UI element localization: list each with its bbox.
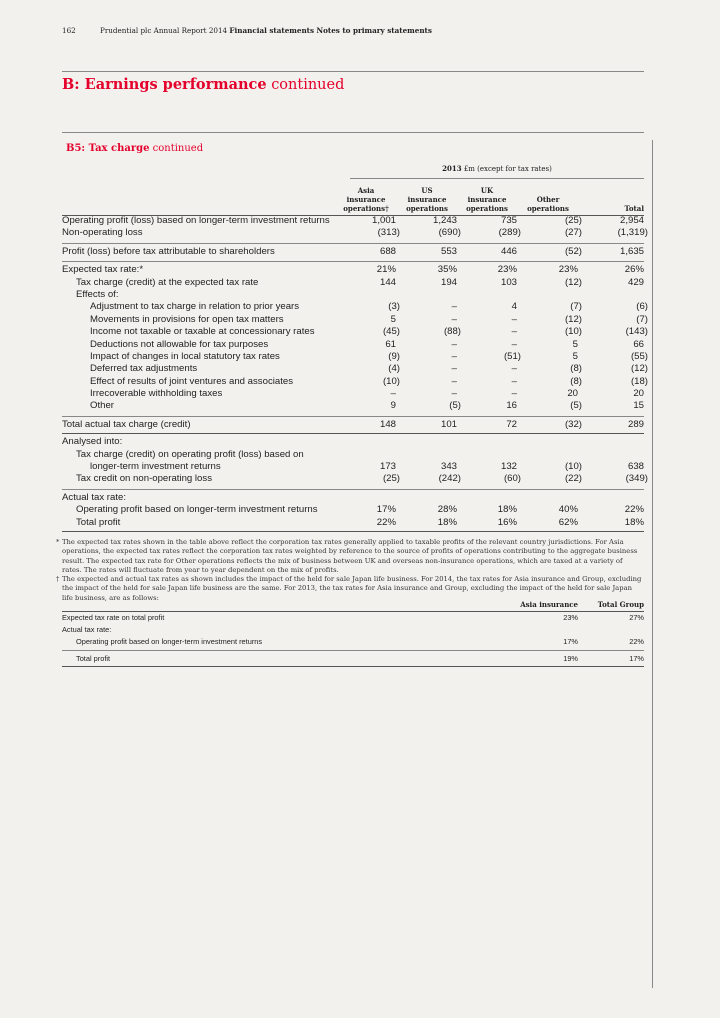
cell-value: (12) xyxy=(564,313,582,325)
cell-value: 4 xyxy=(511,301,517,313)
section-rule xyxy=(62,132,644,133)
column-header xyxy=(336,186,396,213)
table-row xyxy=(62,388,644,400)
column-headers xyxy=(62,182,644,215)
cell-value: 35% xyxy=(437,264,457,276)
subtable-column-header: Asia insurance xyxy=(520,600,578,609)
subtable-body xyxy=(62,612,644,667)
table-row xyxy=(62,363,648,375)
cell-value: 194 xyxy=(440,276,457,288)
row-label: Operating profit based on longer-term investment returns xyxy=(76,504,318,516)
cell-value: 23% xyxy=(558,264,578,276)
subtable-row xyxy=(62,653,644,665)
cell-value: 1,001 xyxy=(371,215,396,226)
table-row xyxy=(62,227,648,239)
table-row xyxy=(62,473,648,485)
row-label: Analysed into: xyxy=(62,436,123,448)
row-label: Total profit xyxy=(76,516,121,528)
cell-value: (242) xyxy=(438,473,461,485)
cell-value: (8) xyxy=(570,375,582,387)
cell-value: 103 xyxy=(500,276,517,288)
cell-value: – xyxy=(511,375,517,387)
cell-value: 148 xyxy=(379,418,396,430)
column-header-line: UK xyxy=(480,186,494,195)
cell-value: (4) xyxy=(388,363,400,375)
cell-value: – xyxy=(511,313,517,325)
cell-value: 19% xyxy=(563,654,578,663)
cell-value: (12) xyxy=(564,276,582,288)
cell-value: (10) xyxy=(382,375,400,387)
table-year: 2013 xyxy=(442,164,462,173)
cell-value: (3) xyxy=(388,301,400,313)
cell-value: 22% xyxy=(624,504,644,516)
cell-value: (143) xyxy=(625,326,648,338)
row-label: Non-operating loss xyxy=(62,227,143,239)
table-row xyxy=(62,246,644,258)
cell-value: (88) xyxy=(443,326,461,338)
table-unit: £m (except for tax rates) xyxy=(463,165,552,173)
row-label: Deferred tax adjustments xyxy=(90,363,198,375)
cell-value: 16% xyxy=(497,516,517,528)
cell-value: (55) xyxy=(630,350,648,362)
cell-value: (25) xyxy=(564,215,582,226)
row-label: Actual tax rate: xyxy=(62,491,126,503)
cell-value: 735 xyxy=(500,215,517,226)
row-label: longer-term investment returns xyxy=(90,461,221,473)
right-margin-rule xyxy=(652,140,653,988)
cell-value: 40% xyxy=(558,504,578,516)
cell-value: 553 xyxy=(440,245,457,257)
cell-value: 22% xyxy=(376,516,396,528)
table-row xyxy=(62,350,648,363)
cell-value: (25) xyxy=(382,473,400,485)
title-rule xyxy=(62,71,644,72)
cell-value: 23% xyxy=(497,264,517,276)
cell-value: 27% xyxy=(629,613,644,622)
cell-value: 23% xyxy=(563,613,578,622)
table-row xyxy=(62,517,644,529)
row-label: Tax charge (credit) at the expected tax rate xyxy=(76,276,259,288)
column-header-line: operations xyxy=(406,204,448,213)
cell-value: 61 xyxy=(385,338,396,350)
row-label: Adjustment to tax charge in relation to prior years xyxy=(90,301,300,313)
cell-value: 18% xyxy=(497,504,517,516)
cell-value: 62% xyxy=(558,516,578,528)
cell-value: (313) xyxy=(377,227,400,239)
table-row xyxy=(62,400,644,412)
cell-value: – xyxy=(451,375,457,387)
cell-value: 18% xyxy=(624,516,644,528)
row-label: Tax charge (credit) on operating profit (loss) based on xyxy=(76,448,304,460)
row-label: Irrecoverable withholding taxes xyxy=(90,388,223,400)
cell-value: 20 xyxy=(633,388,644,400)
column-header xyxy=(397,186,457,213)
cell-value: – xyxy=(511,338,517,350)
row-label: Profit (loss) before tax attributable to shareholders xyxy=(62,245,275,257)
japan-adjusted-rates-table xyxy=(62,598,644,667)
cell-value: 144 xyxy=(379,276,396,288)
cell-value: 66 xyxy=(633,338,644,350)
cell-value: 20 xyxy=(567,388,578,400)
subtable-row xyxy=(62,636,644,648)
cell-value: (52) xyxy=(564,245,582,257)
cell-value: – xyxy=(451,363,457,375)
cell-value: (8) xyxy=(570,363,582,375)
cell-value: 72 xyxy=(506,418,517,430)
column-header-line: Asia xyxy=(357,186,375,195)
section-name: Financial statements Notes to primary statements xyxy=(229,26,432,35)
cell-value: (10) xyxy=(564,461,582,473)
cell-value: – xyxy=(390,388,396,400)
table-row xyxy=(62,492,644,504)
table-row xyxy=(62,215,644,227)
table-row xyxy=(62,375,648,388)
cell-value: 26% xyxy=(624,264,644,276)
column-header xyxy=(457,186,517,213)
column-header xyxy=(584,204,644,213)
cell-value: – xyxy=(451,350,457,362)
cell-value: (5) xyxy=(449,400,461,412)
cell-value: 446 xyxy=(500,245,517,257)
column-header-line: operations xyxy=(527,204,569,213)
row-label: Tax credit on non-operating loss xyxy=(76,473,212,485)
cell-value: – xyxy=(451,338,457,350)
column-header-line: insurance xyxy=(407,195,447,204)
table-row xyxy=(62,504,644,516)
table-row xyxy=(62,461,644,473)
page-title xyxy=(62,76,344,93)
subtable-row xyxy=(62,624,644,636)
table-row xyxy=(62,301,648,313)
year-header xyxy=(62,164,644,178)
page-title-continued: continued xyxy=(271,77,345,93)
column-header-line: Total xyxy=(624,204,644,213)
cell-value: 17% xyxy=(629,654,644,663)
column-header-line: US xyxy=(421,186,433,195)
footnote-mark: * xyxy=(56,538,60,546)
table-row xyxy=(62,419,644,431)
section-title xyxy=(66,143,203,154)
cell-value: 688 xyxy=(379,245,396,257)
cell-value: 289 xyxy=(627,418,644,430)
column-header-line: operations† xyxy=(343,204,389,213)
cell-value: – xyxy=(451,388,457,400)
table-row xyxy=(62,326,648,338)
cell-value: (22) xyxy=(564,473,582,485)
row-label: Operating profit (loss) based on longer-term investment returns xyxy=(62,215,330,226)
page-number: 162 xyxy=(62,26,76,35)
cell-value: 343 xyxy=(440,461,457,473)
table-body xyxy=(62,215,648,534)
cell-value: – xyxy=(451,301,457,313)
column-header xyxy=(518,195,578,213)
cell-value: 22% xyxy=(629,637,644,646)
column-header-line: insurance xyxy=(346,195,386,204)
column-header-line: insurance xyxy=(467,195,507,204)
subtable-column-header: Total Group xyxy=(597,600,644,609)
cell-value: – xyxy=(511,326,517,338)
row-label: Movements in provisions for open tax matters xyxy=(90,313,284,325)
section-title-continued: continued xyxy=(152,143,204,154)
row-label: Total profit xyxy=(76,654,111,663)
footnote-text: The expected tax rates shown in the table above reflect the corporation tax rates generally applied to taxable profits of the relevant country jurisdictions. For Asia operations, the expected tax rates reflect the corporation tax rates weighted by reference to the source of profits of operations contributing to the aggregate business result. The expected tax rate for Other operations reflects the mix of business between UK and overseas non-insurance operations, which are taxed at a variety of rates. The rates will fluctuate from year to year dependent on the mix of profits. xyxy=(62,538,638,574)
cell-value: (51) xyxy=(503,350,521,362)
footnote xyxy=(56,538,644,575)
cell-value: 429 xyxy=(627,276,644,288)
cell-value: (10) xyxy=(564,326,582,338)
table-row xyxy=(62,449,644,461)
cell-value: 132 xyxy=(500,461,517,473)
cell-value: 16 xyxy=(506,400,517,412)
cell-value: (18) xyxy=(630,375,648,387)
running-header xyxy=(62,26,432,35)
cell-value: 101 xyxy=(440,418,457,430)
cell-value: 5 xyxy=(390,313,396,325)
cell-value: 9 xyxy=(390,400,396,412)
cell-value: (1,319) xyxy=(617,227,648,239)
cell-value: (45) xyxy=(382,326,400,338)
section-title-main: B5: Tax charge xyxy=(66,143,150,154)
row-label: Income not taxable or taxable at concessionary rates xyxy=(90,326,315,338)
subtable-row xyxy=(62,612,644,624)
cell-value: 5 xyxy=(572,338,578,350)
cell-value: (349) xyxy=(625,473,648,485)
table-row xyxy=(62,289,644,301)
row-label: Effect of results of joint ventures and associates xyxy=(90,375,294,387)
cell-value: 15 xyxy=(633,400,644,412)
cell-value: 2,954 xyxy=(619,215,644,226)
table-row xyxy=(62,313,648,326)
cell-value: (12) xyxy=(630,363,648,375)
row-label: Impact of changes in local statutory tax rates xyxy=(90,350,280,362)
column-header-line: Other xyxy=(536,195,560,204)
row-label: Deductions not allowable for tax purposes xyxy=(90,338,269,350)
cell-value: (7) xyxy=(636,313,648,325)
cell-value: 1,635 xyxy=(619,245,644,257)
cell-value: (690) xyxy=(438,227,461,239)
cell-value: (9) xyxy=(388,350,400,362)
row-label: Operating profit based on longer-term investment returns xyxy=(76,637,263,646)
table-row xyxy=(62,436,644,448)
cell-value: (5) xyxy=(570,400,582,412)
cell-value: (7) xyxy=(570,301,582,313)
cell-value: 28% xyxy=(437,504,457,516)
table-row xyxy=(62,277,644,289)
footnotes xyxy=(56,538,644,603)
cell-value: – xyxy=(511,388,517,400)
footnote-text: The expected and actual tax rates as shown includes the impact of the held for sale Japan life business. For 2014, the tax rates for Asia insurance and Group, excluding the impact of the held for sale Japan life business are the same. For 2013, the tax rates for Asia insurance and Group, excluding the impact of the held for sale Japan life business, are as follows: xyxy=(62,575,642,602)
footnote-mark: † xyxy=(56,575,60,584)
row-label: Expected tax rate:* xyxy=(62,264,144,276)
cell-value: (289) xyxy=(498,227,521,239)
cell-value: 17% xyxy=(563,637,578,646)
row-label: Expected tax rate on total profit xyxy=(62,613,165,622)
cell-value: 638 xyxy=(627,461,644,473)
cell-value: 173 xyxy=(379,461,396,473)
cell-value: – xyxy=(451,313,457,325)
tax-charge-table xyxy=(62,164,648,534)
cell-value: 21% xyxy=(376,264,396,276)
row-label: Total actual tax charge (credit) xyxy=(62,418,191,430)
cell-value: (60) xyxy=(503,473,521,485)
row-label: Effects of: xyxy=(76,288,119,300)
cell-value: (6) xyxy=(636,301,648,313)
cell-value: 18% xyxy=(437,516,457,528)
cell-value: (32) xyxy=(564,418,582,430)
subtable-header xyxy=(62,598,644,612)
cell-value: 17% xyxy=(376,504,396,516)
table-row xyxy=(62,264,644,276)
publication-name: Prudential plc Annual Report 2014 xyxy=(100,26,228,35)
page-title-main: B: Earnings performance xyxy=(62,76,267,93)
table-row xyxy=(62,339,644,351)
cell-value: – xyxy=(511,363,517,375)
row-label: Other xyxy=(90,400,114,412)
cell-value: 1,243 xyxy=(432,215,457,226)
column-header-line: operations xyxy=(466,204,508,213)
row-label: Actual tax rate: xyxy=(62,625,112,634)
cell-value: (27) xyxy=(564,227,582,239)
cell-value: 5 xyxy=(572,350,578,362)
